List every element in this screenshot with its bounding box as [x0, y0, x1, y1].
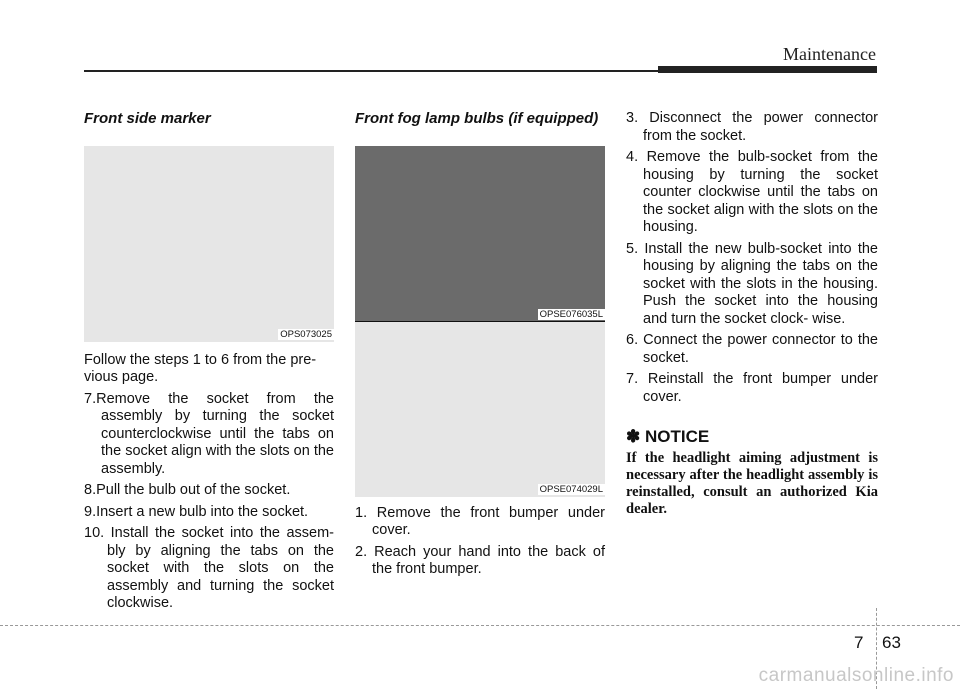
step-5: 5. Install the new bulb-socket into the housing by aligning the tabs on the socket with the slots in the housing. Push the socket into the housing and turn the socket clock- wise.	[626, 240, 878, 327]
step-2: 2. Reach your hand into the back of the front bumper.	[355, 543, 605, 577]
subhead-front-side-marker: Front side marker	[84, 110, 211, 127]
column-fog-lamp	[355, 110, 605, 583]
figure-label: OPS073025	[280, 328, 332, 340]
figure-label: OPSE076035L	[539, 308, 603, 320]
footer-rule	[0, 625, 960, 626]
figure-fog-lamp-2	[355, 322, 605, 497]
page-section-number: 7	[854, 633, 864, 652]
header-title: Maintenance	[783, 44, 876, 64]
figure-front-side-marker	[84, 146, 334, 342]
watermark: carmanualsonline.info	[758, 665, 954, 686]
page-number: 63	[882, 633, 901, 652]
column-front-side-marker	[84, 110, 334, 617]
notice-text: If the headlight aiming adjustment is necessary after the headlight assembly is reinstalled, consult an authorized Kia dealer.	[626, 449, 878, 517]
step-1: 1. Remove the front bumper under cover.	[355, 504, 605, 538]
subhead-fog-lamp: Front fog lamp bulbs (if equipped)	[355, 110, 599, 127]
intro-text: Follow the steps 1 to 6 from the pre- vious page.	[84, 351, 317, 385]
step-3: 3. Disconnect the power connector from the socket.	[626, 110, 878, 144]
notice-title: ✽ NOTICE	[626, 427, 710, 446]
step-8: 8.Pull the bulb out of the socket.	[84, 482, 291, 498]
figure-label: OPSE074029L	[539, 483, 603, 495]
step-4: 4. Remove the bulb-socket from the housing by turning the socket counter clockwise until the tabs on the socket align with the slots on the housing.	[626, 149, 878, 235]
step-7: 7.Remove the socket from the assembly by turning the socket counterclockwise until the tabs on the socket align with the slots on the assembly.	[84, 390, 334, 477]
step-7-reinstall: 7. Reinstall the front bumper under cover.	[626, 371, 878, 405]
figure-fog-lamp-1	[355, 146, 605, 322]
step-9: 9.Insert a new bulb into the socket.	[84, 503, 309, 520]
header-bar	[658, 66, 877, 73]
step-6: 6. Connect the power connector to the socket.	[626, 332, 878, 366]
column-steps-continued	[626, 110, 878, 518]
step-10: 10. Install the socket into the assem- bly by aligning the tabs on the socket with the slots on the assembly and turning the socket clockwise.	[84, 525, 334, 611]
